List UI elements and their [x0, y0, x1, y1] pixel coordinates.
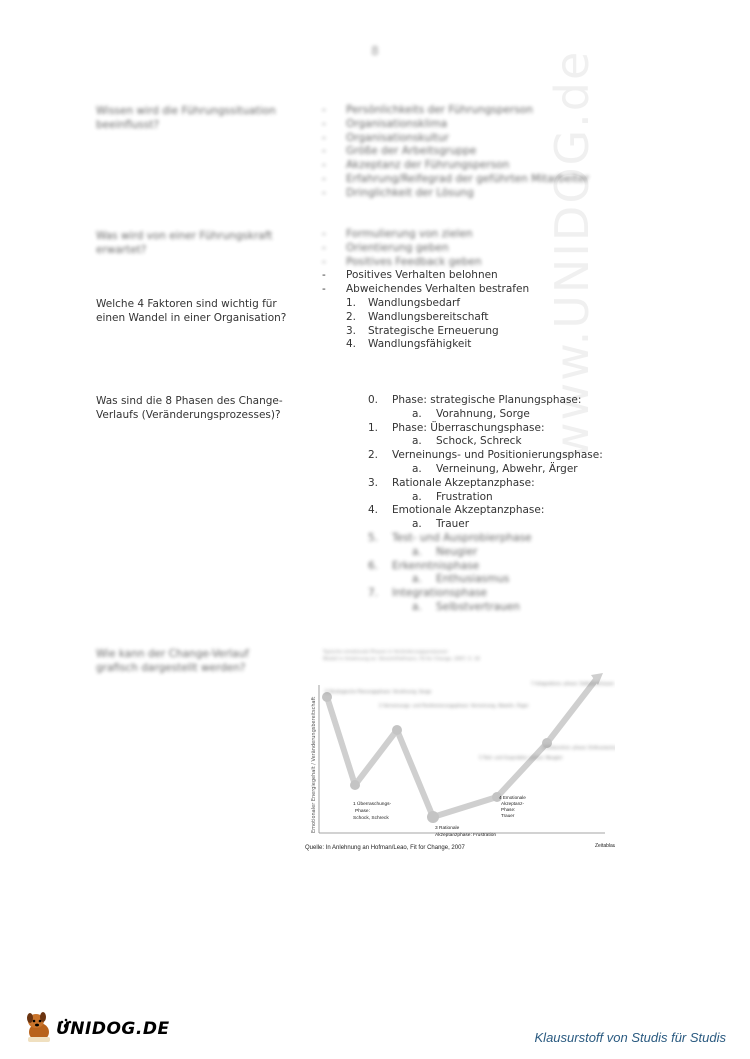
phase-emotion-text: Frustration — [436, 490, 493, 503]
answer-text: Wandlungsbereitschaft — [368, 310, 489, 323]
sub-letter: a. — [412, 573, 422, 586]
answer-item — [318, 325, 499, 339]
answer-text: Formulierung von zielen — [346, 228, 473, 240]
phase-title: Rationale Akzeptanzphase: — [392, 476, 535, 489]
sub-letter: a. — [412, 600, 422, 613]
answer-item — [318, 242, 529, 256]
answer-list-1 — [318, 104, 589, 201]
bullet-dash: - — [322, 241, 326, 254]
x-axis-label: Zeitablauf — [595, 843, 615, 849]
phase-emotion — [392, 491, 603, 505]
label-phase-1b: Phase: — [355, 809, 370, 814]
phase-emotion — [392, 408, 603, 422]
answer-item — [318, 297, 499, 311]
phase-emotion-text: Vorahnung, Sorge — [436, 407, 530, 420]
phase-item — [368, 422, 603, 450]
footer-slogan: Klausurstoff von Studis für Studis — [534, 1030, 726, 1045]
phase-number: 7. — [368, 587, 379, 600]
label-phase-4a: 4 Emotionale — [499, 795, 526, 800]
answer-item — [318, 187, 589, 201]
watermark: www.UNIDOG.de — [545, 49, 599, 460]
phase-item — [368, 532, 603, 560]
question-4: Was sind die 8 Phasen des Change-Verlaufs (Veränderungsprozesses)? — [96, 395, 283, 421]
label-phase-3a: 3 Rationale — [435, 826, 460, 831]
question-2: Was wird von einer Führungskraft erwartet? — [96, 230, 273, 256]
answer-item — [318, 338, 499, 352]
phase-title: Verneinungs- und Positionierungsphase: — [392, 449, 603, 462]
answer-text: Größe der Arbeitsgruppe — [346, 145, 477, 158]
sub-letter: a. — [412, 462, 422, 475]
answer-item — [318, 173, 589, 187]
phase-emotion — [392, 546, 603, 560]
phase-emotion-text: Selbstvertrauen — [436, 600, 520, 613]
label-phase-7: 7 Integrations- phase: Selbstvertrauen — [531, 682, 615, 687]
answer-text: Orientierung geben — [346, 241, 449, 254]
label-phase-1a: 1 Überraschungs- — [353, 802, 392, 807]
answer-list-2 — [318, 228, 529, 297]
phase-number: 5. — [368, 531, 379, 544]
bullet-dash: - — [322, 269, 326, 282]
answer-item — [318, 159, 589, 173]
item-number: 1. — [346, 297, 357, 309]
phase-emotion-text: Schock, Schreck — [436, 435, 522, 448]
phase-number: 6. — [368, 559, 379, 572]
answer-text: Persönlichkeits der Führungsperson — [346, 104, 533, 116]
answer-text: Dringlichkeit der Lösung — [346, 186, 474, 199]
answer-item — [318, 118, 589, 132]
sub-letter: a. — [412, 407, 422, 420]
phase-item — [368, 587, 603, 615]
bullet-dash: - — [322, 159, 326, 172]
bullet-dash: - — [322, 283, 326, 296]
phase-emotion — [392, 601, 603, 615]
answer-text: Organisationsklima — [346, 117, 448, 130]
answer-item — [318, 256, 529, 270]
change-curve-figure — [305, 645, 615, 860]
label-phase-0: 0 Strategische Planungsphase: Vorahnung, Sorge — [325, 690, 432, 695]
bullet-dash: - — [322, 104, 326, 116]
answer-item — [318, 132, 589, 146]
answer-list-3 — [318, 297, 499, 352]
phase-marker-2 — [392, 725, 402, 735]
label-phase-6: 6 Erkenntnis- phase: Enthusiasmus — [543, 746, 615, 751]
answer-text: Akzeptanz der Führungsperson — [346, 159, 510, 172]
label-phase-3b: Akzeptanzphase: Frustration — [435, 833, 497, 838]
bullet-dash: - — [322, 255, 326, 268]
item-number: 3. — [346, 324, 357, 337]
phase-number: 3. — [368, 476, 379, 489]
label-phase-1c: Schock, Schreck — [353, 816, 389, 821]
label-phase-4b: Akzeptanz- — [501, 801, 524, 806]
phase-emotion — [392, 463, 603, 477]
phase-item — [368, 394, 603, 422]
sub-letter: a. — [412, 490, 422, 503]
question-5: Wie kann der Change-Verlauf grafisch dargestellt werden? — [96, 648, 249, 674]
phase-item — [368, 560, 603, 588]
phase-item — [368, 504, 603, 532]
phase-emotion — [392, 518, 603, 532]
answer-text: Positives Verhalten belohnen — [346, 269, 498, 282]
phase-list — [368, 394, 603, 615]
sub-letter: a. — [412, 435, 422, 448]
change-curve-svg — [305, 645, 615, 860]
phase-title: Integrationsphase — [392, 587, 488, 600]
answer-item — [318, 228, 529, 242]
phase-number: 0. — [368, 394, 379, 406]
phase-number: 2. — [368, 449, 379, 462]
bullet-dash: - — [322, 117, 326, 130]
answer-text: Organisationskultur — [346, 131, 449, 144]
bullet-dash: - — [322, 172, 326, 185]
bullet-dash: - — [322, 145, 326, 158]
question-1: Wissen wird die Führungssituation beeinflusst? — [96, 105, 276, 131]
phase-number: 4. — [368, 504, 379, 517]
phase-emotion — [392, 573, 603, 587]
phase-marker-3 — [427, 811, 439, 823]
blurred-phase-labels — [325, 681, 615, 761]
answer-text: Wandlungsfähigkeit — [368, 338, 472, 351]
question-3: Welche 4 Faktoren sind wichtig für einen Wandel in einer Organisation? — [96, 298, 287, 324]
figure-header-1: Typische emotionale Phasen in Veränderungsprozessen — [323, 650, 448, 655]
logo-text: UNIDOG.DE — [56, 1019, 170, 1039]
phase-emotion-text: Neugier — [436, 545, 478, 558]
phase-title: Erkenntnisphase — [392, 559, 480, 572]
item-number: 4. — [346, 338, 357, 351]
bullet-dash: - — [322, 228, 326, 240]
answer-text: Strategische Erneuerung — [368, 324, 499, 337]
phase-title: Phase: strategische Planungsphase: — [392, 394, 582, 406]
answer-item — [318, 145, 589, 159]
phase-number: 1. — [368, 421, 379, 434]
bullet-dash: - — [322, 131, 326, 144]
phase-emotion-text: Verneinung, Abwehr, Ärger — [436, 462, 578, 475]
page-number: 8 — [371, 44, 379, 58]
phase-title: Test- und Ausprobierphase — [392, 531, 532, 544]
phase-item — [368, 449, 603, 477]
phase-marker-1 — [350, 780, 360, 790]
y-axis-label: Emotionaler Energiegehalt / Veränderungsbereitschaft — [311, 696, 317, 833]
phase-title: Phase: Überraschungsphase: — [392, 421, 545, 434]
answer-item — [318, 283, 529, 297]
sub-letter: a. — [412, 518, 422, 531]
label-phase-2: 2 Verneinungs- und Positionierungsphase: Verneinung, Abwehr, Ärger — [379, 704, 529, 709]
answer-item — [318, 104, 589, 118]
figure-source: Quelle: In Anlehnung an Hofman/Leao, Fit for Change, 2007 — [305, 845, 465, 851]
answer-text: Wandlungsbedarf — [368, 297, 461, 309]
phase-item — [368, 477, 603, 505]
sub-letter: a. — [412, 545, 422, 558]
item-number: 2. — [346, 310, 357, 323]
figure-header — [322, 649, 480, 662]
answer-text: Erfahrung/Reifegrad der geführten Mitarbeiter — [346, 172, 589, 185]
phase-emotion — [392, 435, 603, 449]
bullet-dash: - — [322, 186, 326, 199]
phase-emotion-text: Enthusiasmus — [436, 573, 510, 586]
answer-text: Abweichendes Verhalten bestrafen — [346, 283, 530, 296]
label-phase-5: 5 Test- und Ausprobier- phase: Neugier — [479, 756, 563, 761]
answer-item — [318, 269, 529, 283]
phase-title: Emotionale Akzeptanzphase: — [392, 504, 545, 517]
dog-icon — [27, 1012, 50, 1042]
label-phase-4d: Trauer — [501, 813, 515, 818]
figure-header-2: Modell in Anlehnung an: Streich/Hofmann, Fit for Change, 2007, S. 18 — [323, 657, 480, 662]
phase-emotion-text: Trauer — [436, 518, 470, 531]
answer-item — [318, 311, 499, 325]
label-phase-4c: Phase: — [501, 807, 516, 812]
answer-text: Positives Feedback geben — [346, 255, 482, 268]
